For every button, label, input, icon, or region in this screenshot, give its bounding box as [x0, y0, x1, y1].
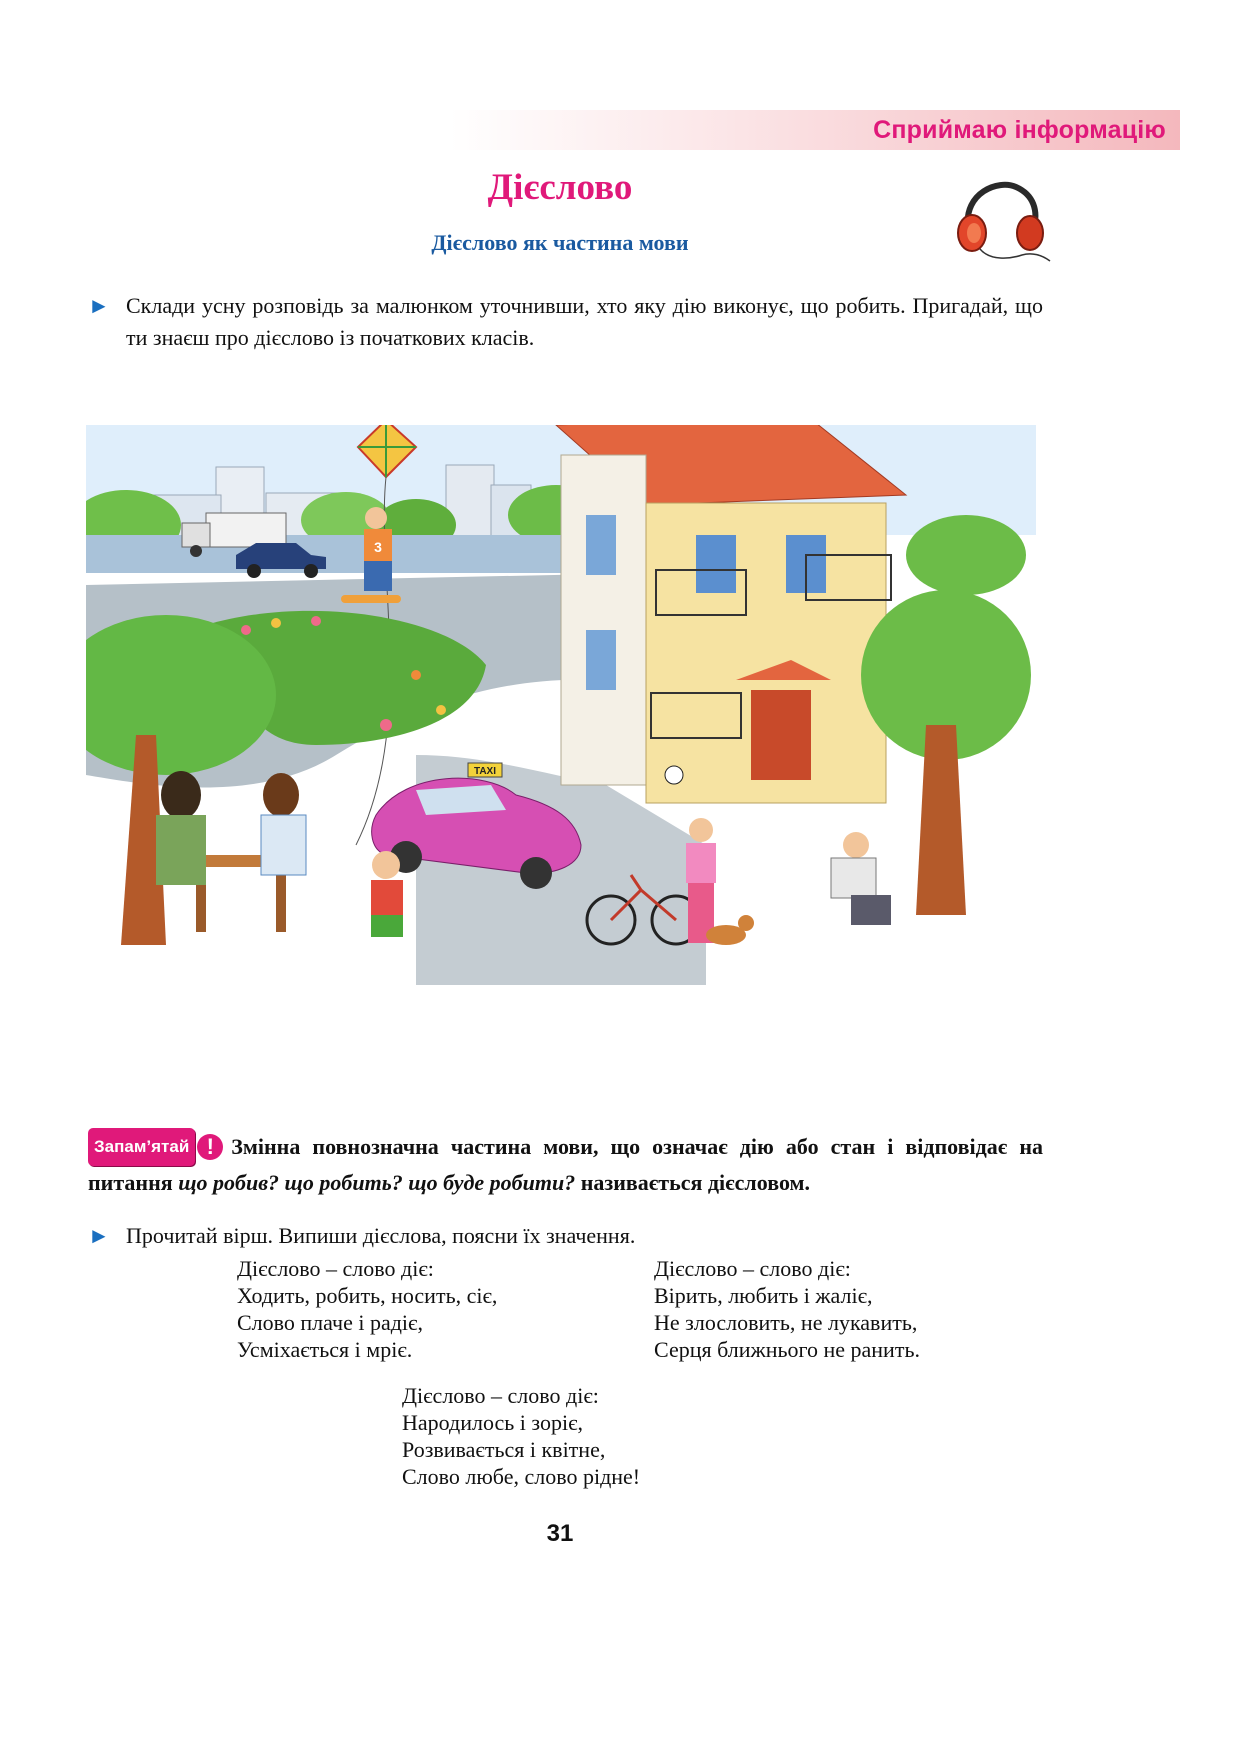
- rule-box: [88, 1128, 1043, 1200]
- boy-with-kite: [371, 851, 403, 937]
- section-label: Сприймаю інформацію: [873, 116, 1166, 144]
- house: [556, 425, 906, 803]
- poem-line: Серця ближнього не ранить.: [654, 1337, 920, 1362]
- section-banner: [450, 110, 1180, 150]
- poem-line: Дієслово – слово діє:: [237, 1256, 434, 1281]
- triangle-right-icon: ►: [88, 1223, 110, 1248]
- poem-line: Слово плаче і радіє,: [237, 1310, 423, 1335]
- page-number: 31: [546, 1520, 574, 1547]
- page-title: Дієслово: [487, 167, 633, 208]
- task-1-text: Склади усну розповідь за малюнком уточнивши, хто яку дію виконує, що робить. Пригадай, що ти знаєш про дієслово із початкових класів.: [126, 293, 1043, 350]
- taxi-sign: TAXI: [473, 766, 497, 777]
- remember-badge: Запам’ятай: [88, 1128, 195, 1166]
- task-1: [88, 290, 1043, 354]
- poem-line: Народилось і зоріє,: [402, 1410, 584, 1435]
- street-scene-illustration: [86, 425, 1036, 1080]
- poem-line: Дієслово – слово діє:: [654, 1256, 851, 1281]
- exclamation-icon: !: [197, 1134, 223, 1160]
- poem-line: Усміхається і мріє.: [237, 1337, 413, 1362]
- poem-stanza-3: [402, 1382, 640, 1490]
- poem-stanza-1: [237, 1255, 497, 1363]
- rule-text-start: Змінна повнозначна частина мови, що означає дію або стан і відповідає на питання: [88, 1134, 1043, 1195]
- triangle-right-icon: ►: [88, 293, 110, 318]
- rule-questions: що робив? що робить? що буде робити?: [178, 1170, 576, 1195]
- page-subtitle: Дієслово як частина мови: [431, 230, 689, 255]
- shirt-number: 3: [374, 539, 382, 555]
- rule-text-end: називається дієсловом.: [575, 1170, 811, 1195]
- poem-line: Вірить, любить і жаліє,: [654, 1283, 873, 1308]
- poem-line: Ходить, робить, носить, сіє,: [237, 1283, 498, 1308]
- poem-stanza-2: [654, 1255, 920, 1363]
- poem-line: Розвивається і квітне,: [402, 1437, 606, 1462]
- poem-line: Не злословить, не лукавить,: [654, 1310, 918, 1335]
- task-2: [88, 1220, 1043, 1252]
- headphones-icon: [950, 175, 1055, 265]
- task-2-text: Прочитай вірш. Випиши дієслова, поясни їх значення.: [126, 1223, 636, 1248]
- poem-line: Дієслово – слово діє:: [402, 1383, 599, 1408]
- poem-line: Слово любе, слово рідне!: [402, 1464, 641, 1489]
